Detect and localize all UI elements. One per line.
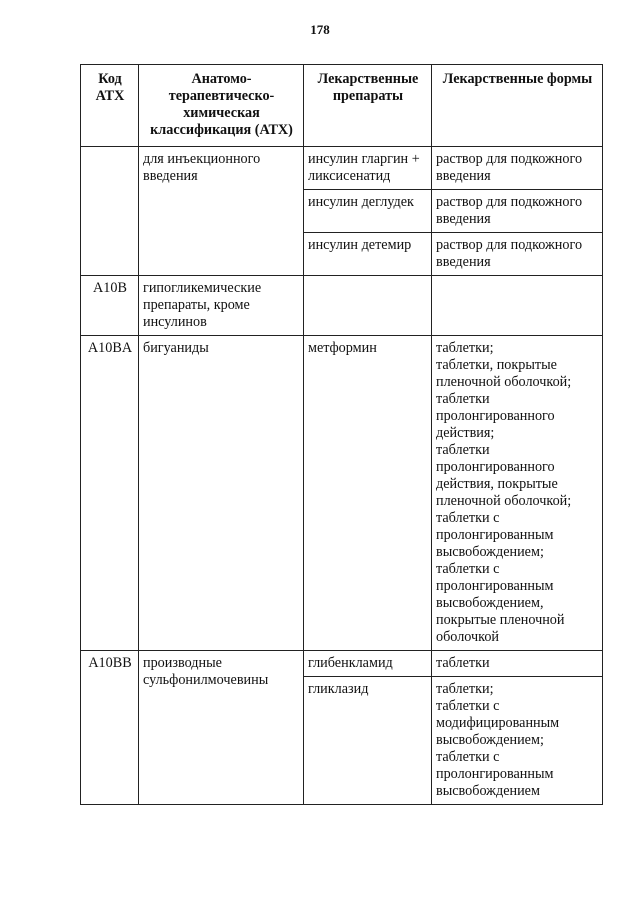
classification-cell: для инъекционного введения [139, 147, 304, 276]
dosage-form-item: таблетки пролонгированного действия, покрытые пленочной оболочкой; [436, 442, 572, 509]
drug-cell: метформин [304, 336, 432, 651]
table-row [81, 651, 603, 677]
drug-cell: инсулин гларгин + ликсисенатид [304, 147, 432, 190]
atc-code-cell: A10BB [81, 651, 139, 805]
drug-cell: гликлазид [304, 677, 432, 805]
dosage-form-cell: раствор для подкожного введения [432, 190, 603, 233]
classification-cell: гипогликемические препараты, кроме инсулинов [139, 276, 304, 336]
classification-cell: бигуаниды [139, 336, 304, 651]
drug-cell [304, 276, 432, 336]
header-atc-classification: Анатомо-терапевтическо-химическая классификация (АТХ) [139, 65, 304, 147]
dosage-form-item: таблетки; [436, 340, 494, 356]
dosage-form-cell: раствор для подкожного введения [432, 147, 603, 190]
header-drugs: Лекарственные препараты [304, 65, 432, 147]
dosage-form-item: таблетки; [436, 681, 494, 697]
header-atc-code: Код АТХ [81, 65, 139, 147]
atc-table [80, 64, 603, 805]
atc-code-cell: A10BA [81, 336, 139, 651]
drug-cell: инсулин деглудек [304, 190, 432, 233]
dosage-form-cell [432, 276, 603, 336]
dosage-form-cell [432, 336, 603, 651]
table-row [81, 147, 603, 190]
atc-code-cell [81, 147, 139, 276]
dosage-form-item: таблетки с пролонгированным высвобождением; [436, 510, 554, 560]
table-row [81, 276, 603, 336]
classification-cell: производные сульфонилмочевины [139, 651, 304, 805]
dosage-form-cell: таблетки [432, 651, 603, 677]
dosage-form-cell: раствор для подкожного введения [432, 233, 603, 276]
table-row [81, 336, 603, 651]
drug-cell: глибенкламид [304, 651, 432, 677]
header-dosage-forms: Лекарственные формы [432, 65, 603, 147]
dosage-form-item: таблетки с пролонгированным высвобождением, покрытые пленочной оболочкой [436, 561, 565, 645]
table-header-row [81, 65, 603, 147]
dosage-form-item: таблетки пролонгированного действия; [436, 391, 555, 441]
drug-cell: инсулин детемир [304, 233, 432, 276]
dosage-form-item: таблетки с модифицированным высвобождением; [436, 698, 560, 748]
dosage-form-cell [432, 677, 603, 805]
atc-code-cell: A10B [81, 276, 139, 336]
dosage-form-item: таблетки с пролонгированным высвобождением [436, 749, 554, 799]
dosage-form-item: таблетки, покрытые пленочной оболочкой; [436, 357, 572, 390]
page-number: 178 [310, 22, 330, 37]
